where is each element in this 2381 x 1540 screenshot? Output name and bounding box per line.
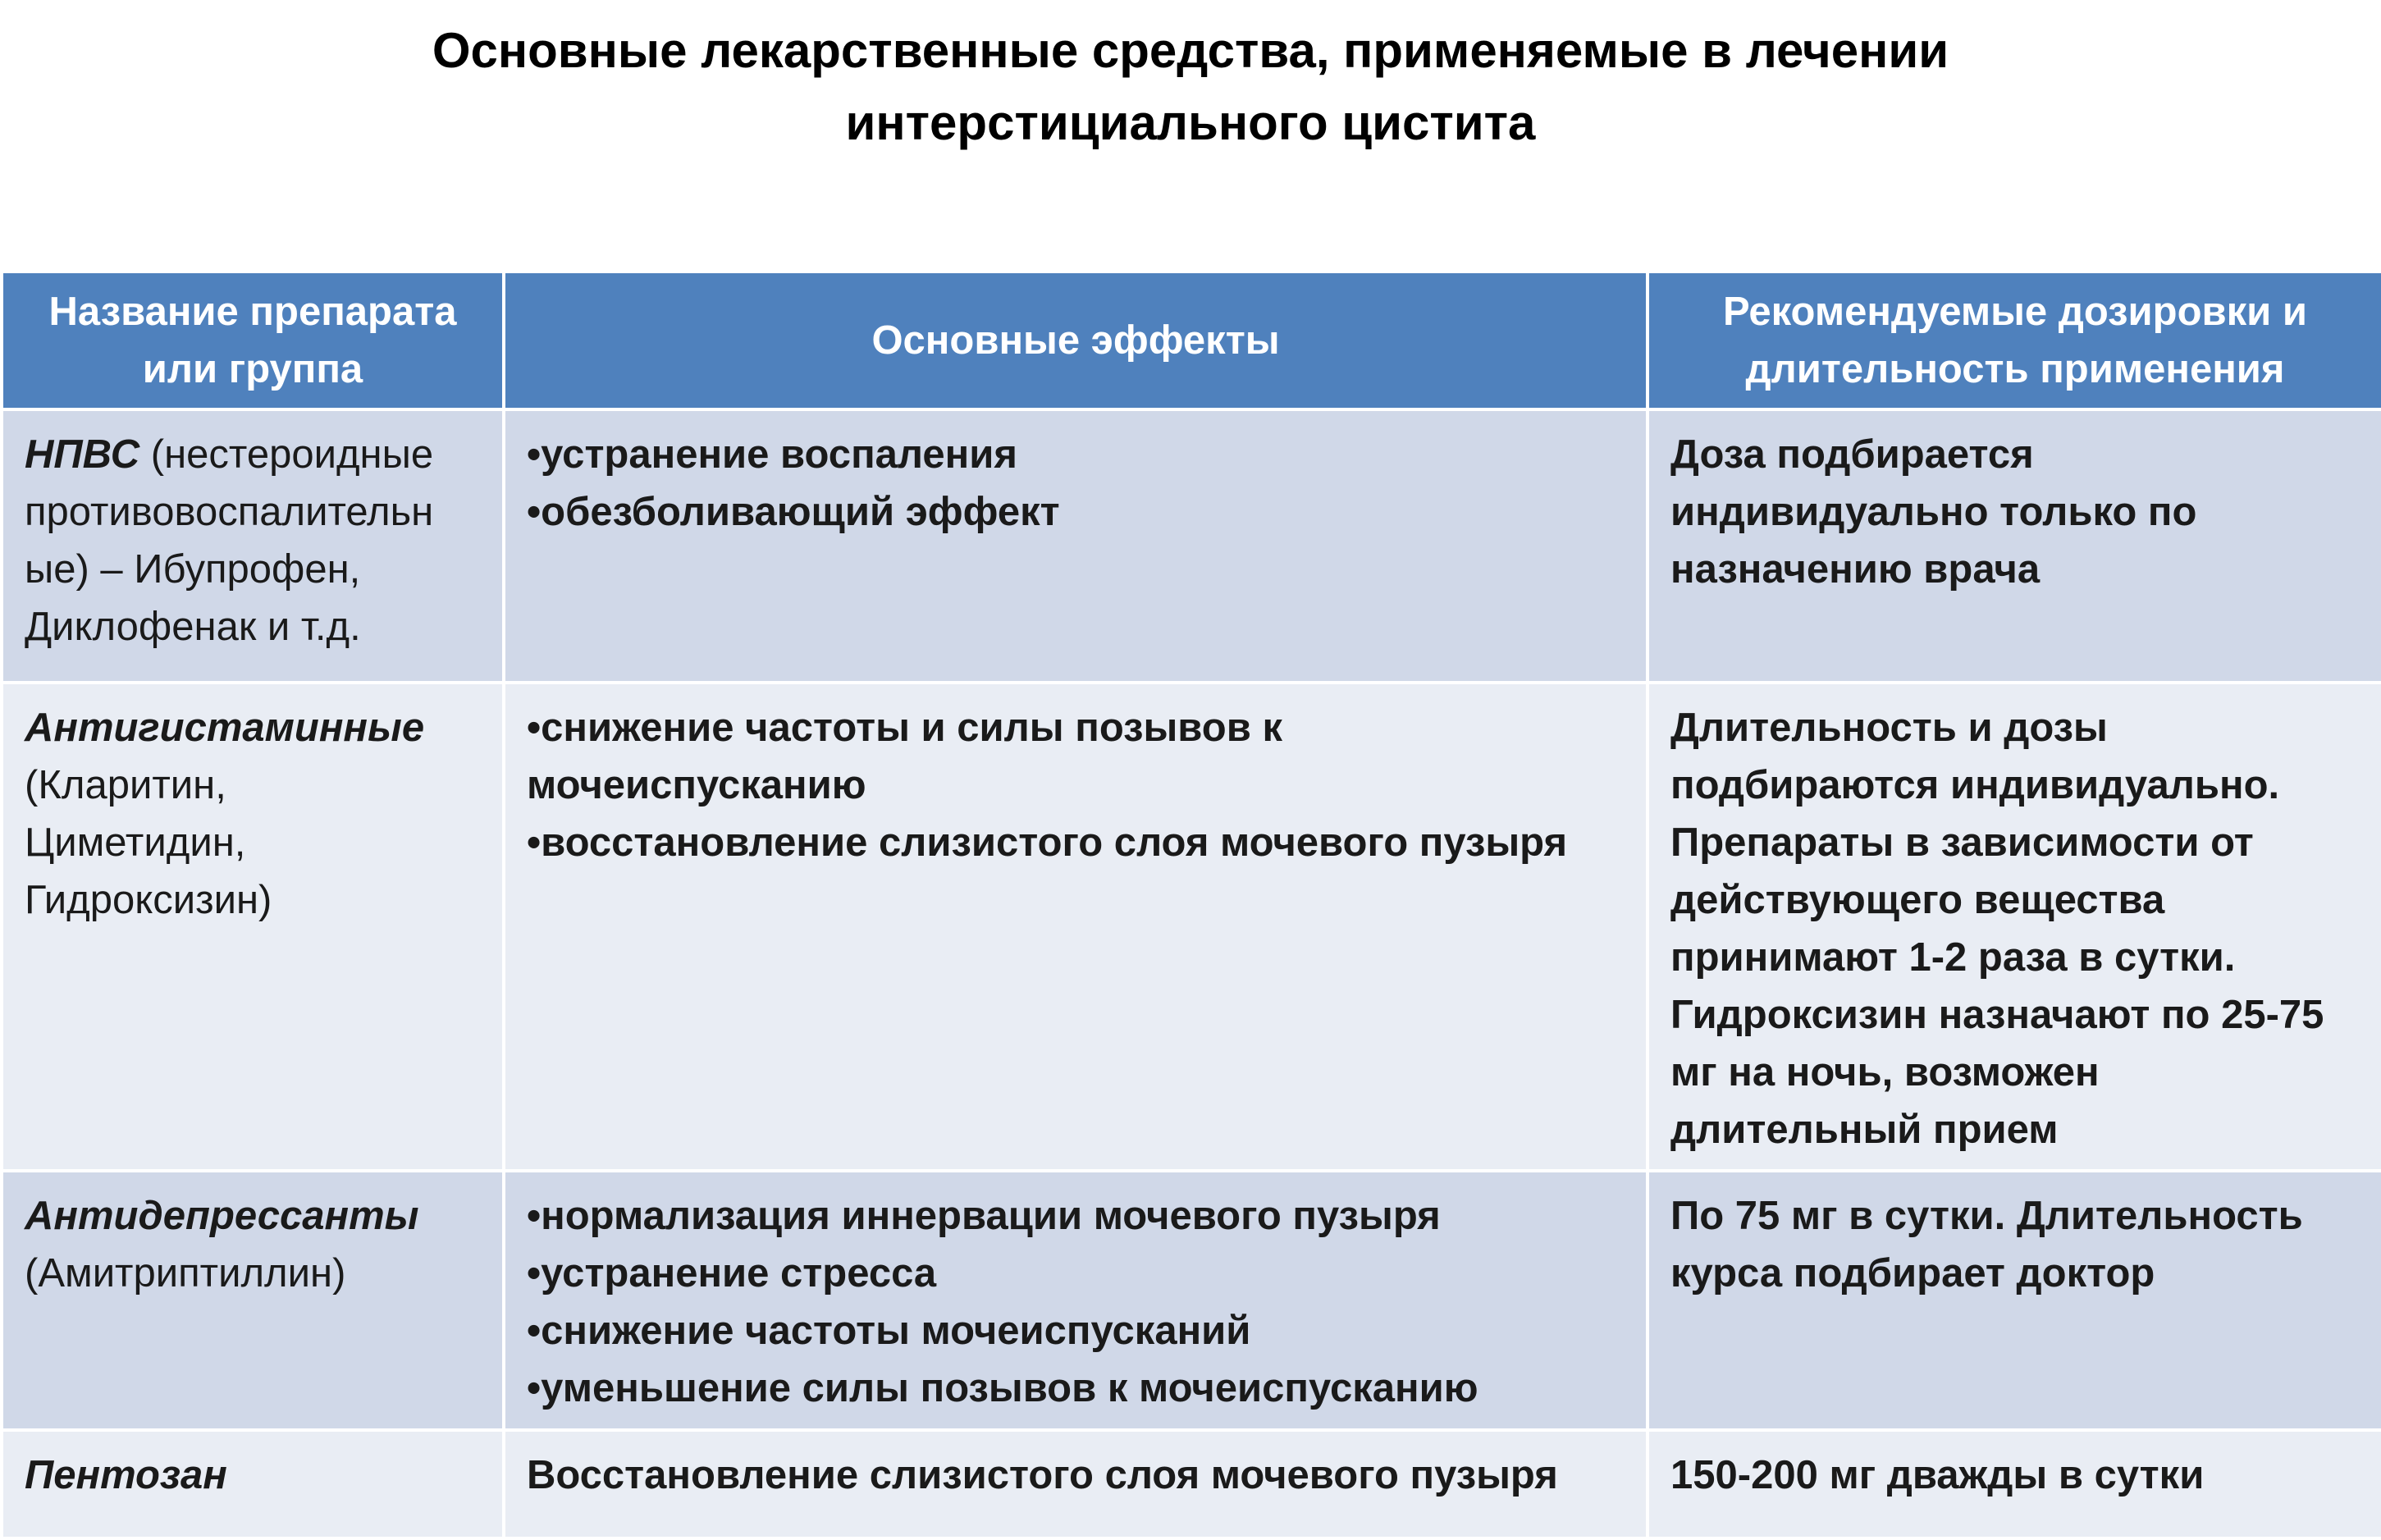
drug-name-cell bbox=[2, 1171, 504, 1430]
drug-name-text: (Амитриптиллин) bbox=[25, 1251, 346, 1296]
header-dosage-line: Рекомендуемые дозировки и bbox=[1722, 290, 2308, 334]
table-row-nsaid bbox=[2, 409, 2381, 683]
drug-name-text: (Кларитин, bbox=[25, 763, 226, 807]
drug-name-text: ые) – Ибупрофен, bbox=[25, 547, 361, 592]
header-dosage bbox=[1648, 272, 2381, 409]
header-drug-name-line: Название препарата bbox=[48, 290, 457, 334]
drug-name-cell bbox=[2, 1430, 504, 1538]
dosage-text: мг на ночь, возможен bbox=[1670, 1050, 2100, 1094]
drug-table-container bbox=[0, 270, 2381, 1540]
effect-item: •снижение частоты мочеиспусканий bbox=[527, 1309, 1251, 1353]
dosage-cell bbox=[1648, 409, 2381, 683]
dosage-text: действующего вещества bbox=[1670, 878, 2165, 922]
dosage-text: назначению врача bbox=[1670, 547, 2041, 592]
dosage-text: подбираются индивидуально. bbox=[1670, 763, 2280, 807]
table-row-antihistamines bbox=[2, 683, 2381, 1171]
dosage-text: По 75 мг в сутки. Длительность bbox=[1670, 1194, 2303, 1238]
header-drug-name bbox=[2, 272, 504, 409]
drug-group-label: Антидепрессанты bbox=[25, 1194, 419, 1238]
effect-item: •уменьшение силы позывов к мочеиспусканию bbox=[527, 1366, 1478, 1410]
drug-name-text: Гидроксизин) bbox=[25, 878, 272, 922]
header-dosage-line: длительность применения bbox=[1745, 347, 2285, 391]
dosage-cell bbox=[1648, 1430, 2381, 1538]
effect-item: •нормализация иннервации мочевого пузыря bbox=[527, 1194, 1441, 1238]
header-main-effects-line: Основные эффекты bbox=[871, 318, 1280, 363]
drug-group-label: Пентозан bbox=[25, 1453, 227, 1497]
effect-item: Восстановление слизистого слоя мочевого пузыря bbox=[527, 1453, 1558, 1497]
slide-title-line-1: Основные лекарственные средства, применяемые в лечении bbox=[432, 23, 1949, 78]
header-main-effects bbox=[504, 272, 1648, 409]
dosage-text: индивидуально только по bbox=[1670, 490, 2197, 534]
dosage-cell bbox=[1648, 1171, 2381, 1430]
header-drug-name-line: или группа bbox=[142, 347, 363, 391]
effect-item: •снижение частоты и силы позывов к bbox=[527, 706, 1282, 750]
dosage-text: курса подбирает доктор bbox=[1670, 1251, 2155, 1296]
dosage-text: 150-200 мг дважды в сутки bbox=[1670, 1453, 2205, 1497]
dosage-text: длительный прием bbox=[1670, 1108, 2059, 1152]
effect-item: •восстановление слизистого слоя мочевого пузыря bbox=[527, 820, 1568, 865]
dosage-text: Длительность и дозы bbox=[1670, 706, 2108, 750]
drug-name-text: Диклофенак и т.д. bbox=[25, 605, 361, 649]
drug-name-cell bbox=[2, 683, 504, 1171]
slide-title bbox=[0, 15, 2381, 159]
dosage-text: Препараты в зависимости от bbox=[1670, 820, 2254, 865]
effect-item: мочеиспусканию bbox=[527, 763, 866, 807]
table-row-antidepressants bbox=[2, 1171, 2381, 1430]
slide-title-line-2: интерстициального цистита bbox=[845, 95, 1536, 150]
effects-cell bbox=[504, 683, 1648, 1171]
effect-item: •обезболивающий эффект bbox=[527, 490, 1060, 534]
drug-name-text: Циметидин, bbox=[25, 820, 246, 865]
effects-cell bbox=[504, 1171, 1648, 1430]
table-header-row bbox=[2, 272, 2381, 409]
drug-name-text: (нестероидные bbox=[139, 432, 434, 477]
dosage-text: Доза подбирается bbox=[1670, 432, 2034, 477]
dosage-text: Гидроксизин назначают по 25-75 bbox=[1670, 993, 2324, 1037]
effect-item: •устранение стресса bbox=[527, 1251, 937, 1296]
drug-group-label: НПВС bbox=[25, 432, 140, 477]
drug-name-cell bbox=[2, 409, 504, 683]
effects-cell bbox=[504, 1430, 1648, 1538]
drug-group-label: Антигистаминные bbox=[25, 706, 425, 750]
dosage-text: принимают 1-2 раза в сутки. bbox=[1670, 935, 2236, 980]
effects-cell bbox=[504, 409, 1648, 683]
table-row-pentosan bbox=[2, 1430, 2381, 1538]
dosage-cell bbox=[1648, 683, 2381, 1171]
drug-name-text: противовоспалительн bbox=[25, 490, 434, 534]
drug-table bbox=[0, 270, 2381, 1540]
effect-item: •устранение воспаления bbox=[527, 432, 1017, 477]
